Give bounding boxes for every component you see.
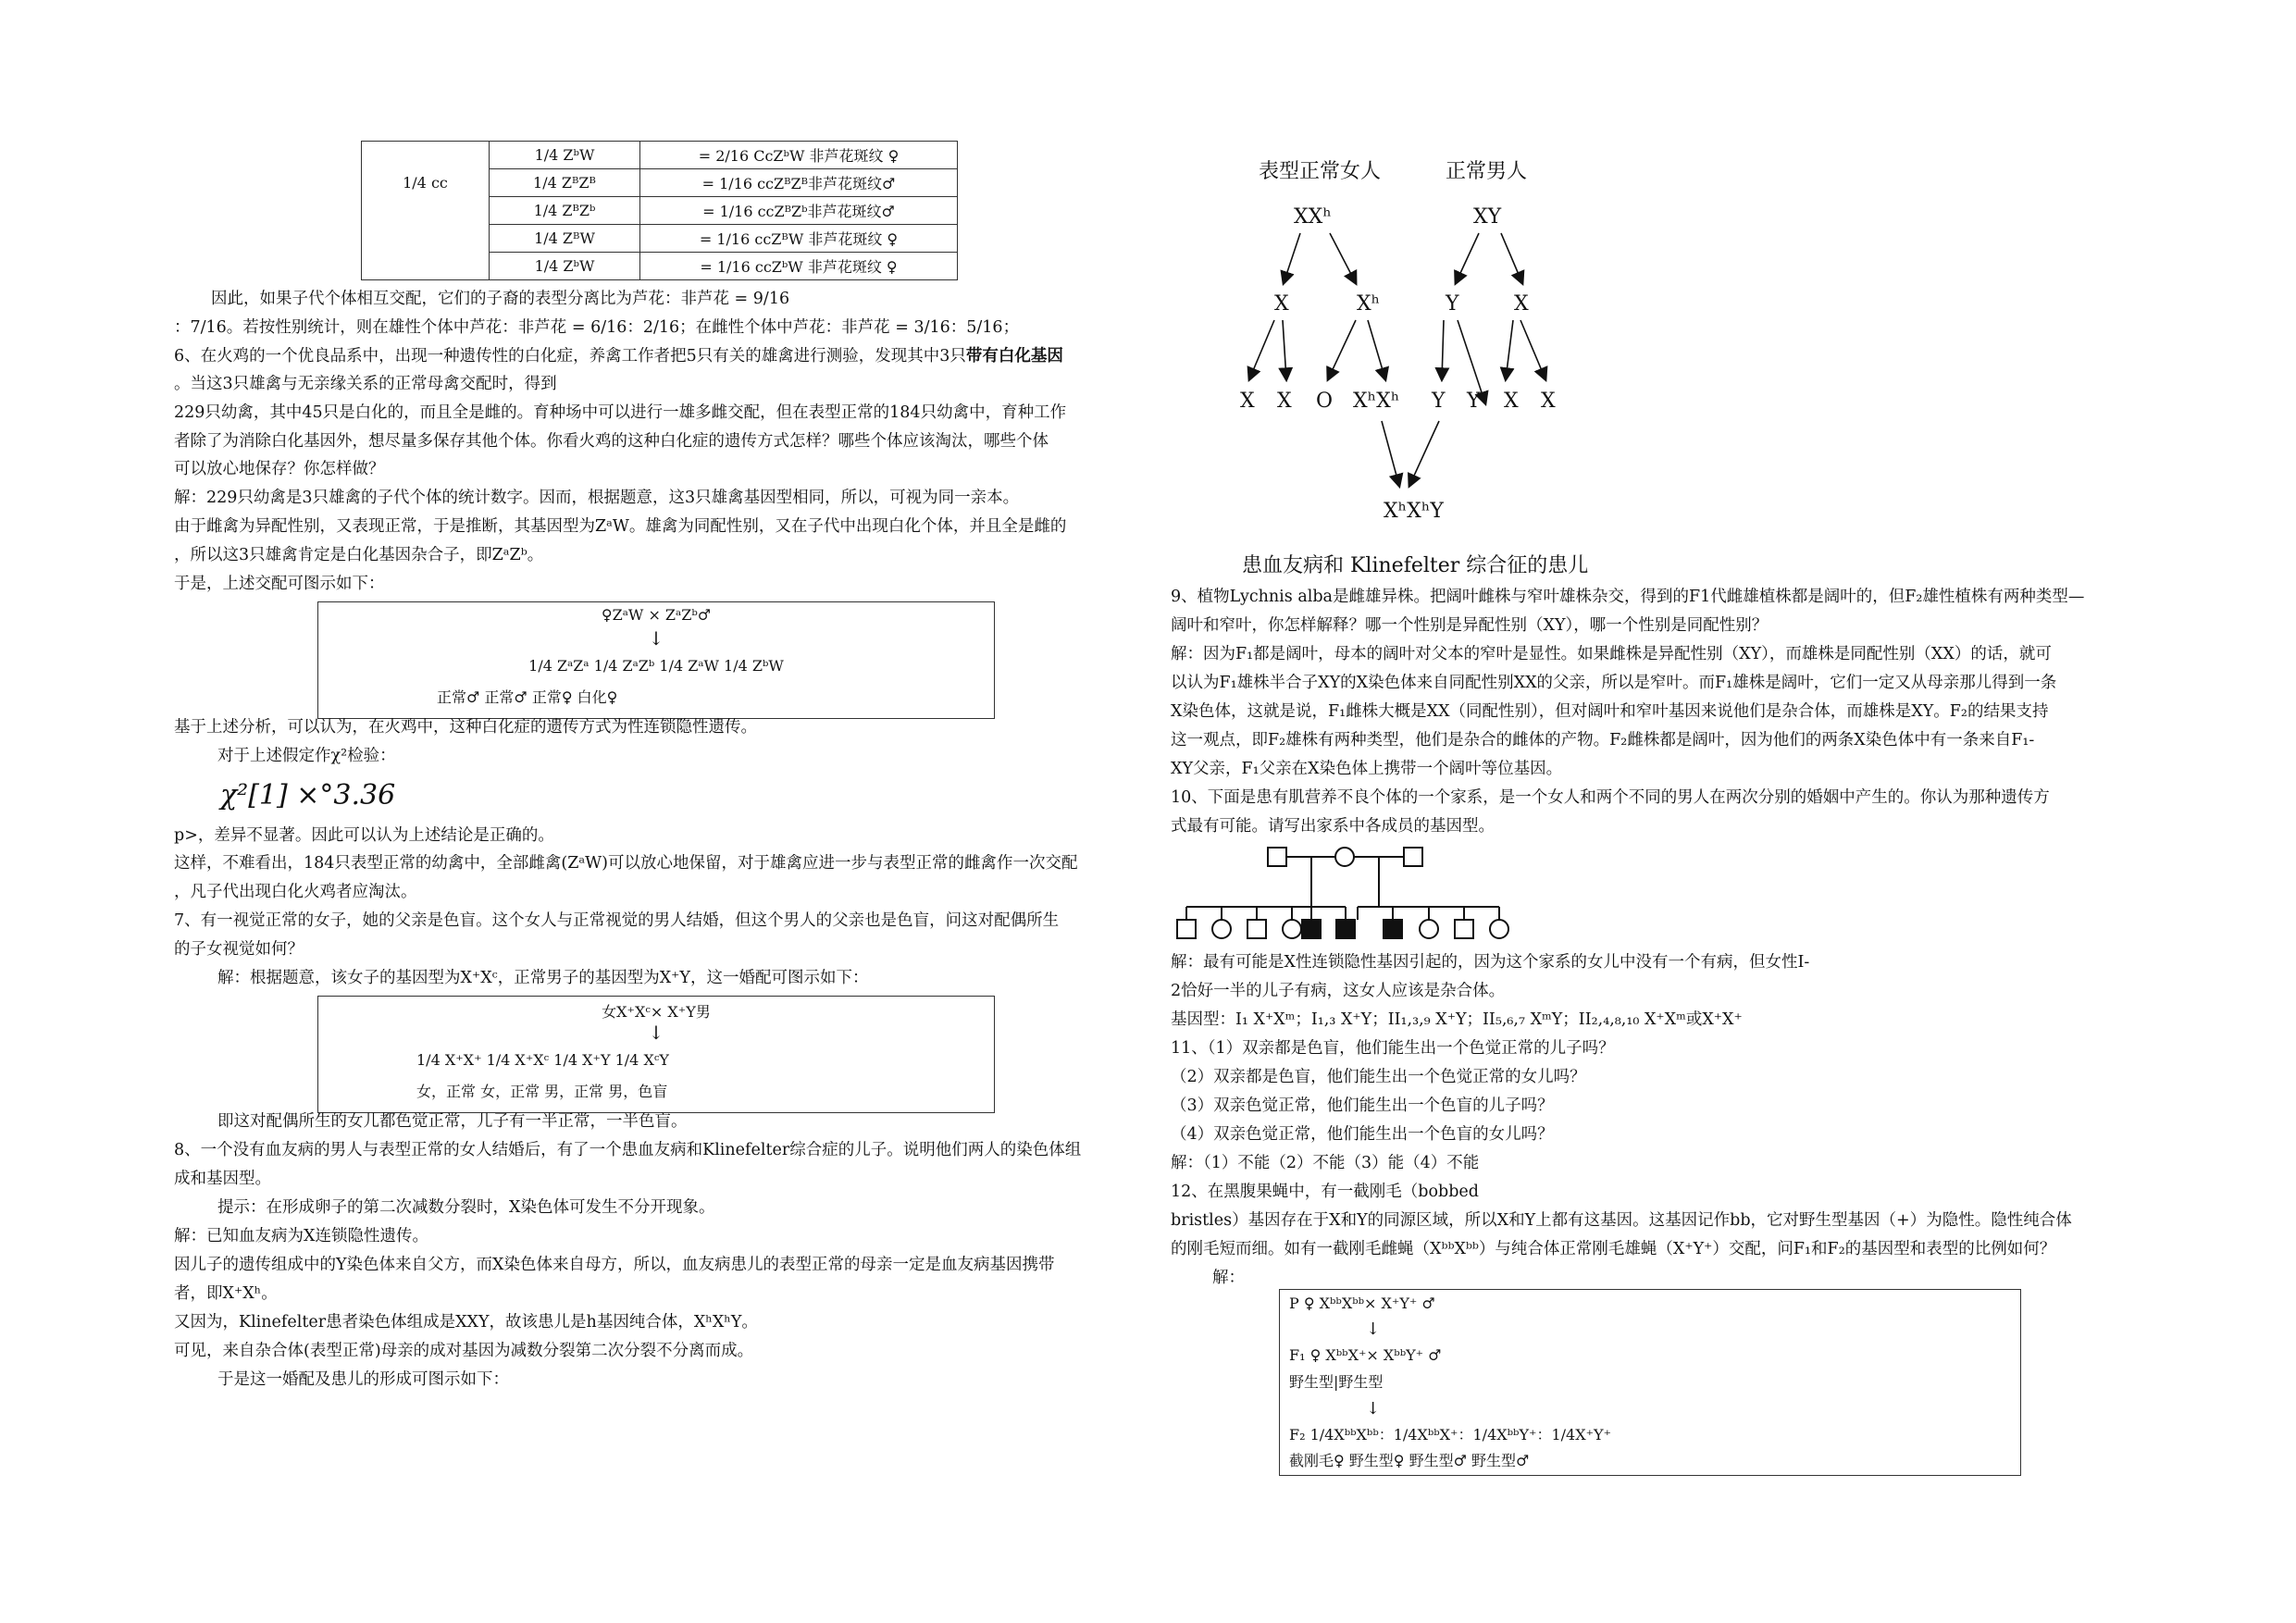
text-line: 阔叶和窄叶，你怎样解释？哪一个性别是异配性别（XY），哪一个性别是同配性别？ [1171, 616, 1769, 635]
text-line: 可以放心地保存？你怎样做？ [174, 460, 385, 478]
text-line: （3）双亲色觉正常，他们能生出一个色盲的儿子吗？ [1171, 1096, 1554, 1115]
text-line: ：7/16。若按性别统计，则在雄性个体中芦花：非芦花 = 6/16：2/16；在雌性个体中芦花：非芦花 = 3/16：5/16； [174, 318, 1020, 337]
text-line: 解：因为F₁都是阔叶，母本的阔叶对父本的窄叶是显性。如果雌株是异配性别（XY），而雄株是同配性别（XX）的话，就可 [1171, 645, 2052, 663]
text-line: 解：229只幼禽是3只雄禽的子代个体的统计数字。因而，根据题意，这3只雄禽基因型相同，所以，可视为同一亲本。 [174, 489, 1020, 507]
text-line: 解：已知血友病为X连锁隐性遗传。 [174, 1227, 428, 1245]
zygote-genotype: XʰXʰY [1384, 500, 1444, 523]
gamete: XʰXʰ [1353, 390, 1400, 413]
text-line: 的刚毛短而细。如有一截刚毛雌蝇（XᵇᵇXᵇᵇ）与纯合体正常刚毛雄蝇（X⁺Y⁺）交配，问F₁和F₂的基因型和表型的比例如何？ [1171, 1240, 2056, 1258]
text-line: 由于雌禽为异配性别，又表现正常，于是推断，其基因型为ZᵃW。雄禽为同配性别，又在子代中出现白化个体，并且全是雌的 [174, 517, 1067, 536]
pedigree-female-normal [1490, 920, 1508, 938]
text-span: 6、在火鸡的一个优良品系中，出现一种遗传性的白化症，养禽工作者把5只有关的雄禽进行测验，发现其中3只 [174, 347, 966, 365]
text-line: 这一观点，即F₂雄株有两种类型，他们是杂合的雌体的产物。F₂雌株都是阔叶，因为他们的两条X染色体中有一条来自F₁- [1171, 731, 2035, 750]
text-line: 因此，如果子代个体相互交配，它们的子裔的表型分离比为芦花：非芦花 = 9/16 [211, 290, 790, 308]
text-line: 可见，来自杂合体(表型正常)母亲的成对基因为减数分裂第二次分裂不分离而成。 [174, 1342, 754, 1360]
pedigree-female-normal [1335, 848, 1354, 866]
text-line: XY父亲，F₁父亲在X染色体上携带一个阔叶等位基因。 [1171, 760, 1563, 778]
table-cell: 1/4 ZᵇW [490, 142, 640, 169]
table-cell: 1/4 ZᴮZᴮ [490, 169, 640, 197]
man-label: 正常男人 [1446, 160, 1528, 183]
gamete: X [1277, 390, 1292, 413]
gamete: Y [1467, 390, 1481, 413]
text-line: 这样，不难看出，184只表型正常的幼禽中，全部雌禽(ZᵃW)可以放心地保留，对于雄禽应进一步与表型正常的雌禽作一次交配 [174, 854, 1078, 873]
cross-line: 女X⁺Xᶜ× X⁺Y男 [602, 1003, 711, 1021]
text-line: 解：最有可能是X性连锁隐性基因引起的，因为这个家系的女儿中没有一个有病，但女性I- [1171, 953, 1810, 972]
progeny-line: 1/4 ZᵃZᵃ 1/4 ZᵃZᵇ 1/4 ZᵃW 1/4 ZᵇW [528, 657, 784, 675]
text-line: 10、下面是患有肌营养不良个体的一个家系，是一个女人和两个不同的男人在两次分别的婚姻中产生的。你认为那种遗传方 [1171, 788, 2050, 807]
gamete: Xʰ [1357, 292, 1381, 316]
chi-square-formula: χ²[1] ×°3.36 [220, 779, 396, 812]
pedigree-male-affected [1384, 920, 1402, 938]
text-line: 2恰好一半的儿子有病，这女人应该是杂合体。 [1171, 982, 1506, 1000]
pedigree-female-normal [1420, 920, 1438, 938]
woman-label: 表型正常女人 [1259, 160, 1382, 183]
pedigree-male-normal [1247, 920, 1266, 938]
text-line: 对于上述假定作χ²检验： [217, 747, 396, 765]
pedigree-male-affected [1336, 920, 1355, 938]
diagram-caption: 患血友病和 Klinefelter 综合征的患儿 [1242, 554, 1589, 577]
text-line: ，凡子代出现白化火鸡者应淘汰。 [174, 883, 417, 901]
text-line: 于是这一婚配及患儿的形成可图示如下： [217, 1370, 509, 1389]
cross-line: F₂ 1/4XᵇᵇXᵇᵇ：1/4XᵇᵇX⁺：1/4XᵇᵇY⁺：1/4X⁺Y⁺ [1289, 1426, 1612, 1443]
table-cell: = 1/16 ccZᴮW 非芦花斑纹 ♀ [640, 225, 958, 253]
text-line: 又因为，Klinefelter患者染色体组成是XXY，故该患儿是h基因纯合体，XʰXʰY。 [174, 1313, 758, 1332]
cross-line: F₁ ♀ XᵇᵇX⁺× XᵇᵇY⁺ ♂ [1289, 1346, 1442, 1364]
pedigree-female-normal [1283, 920, 1301, 938]
gamete: X [1274, 292, 1289, 316]
table-cell: 1/4 ZᴮZᵇ [490, 197, 640, 225]
gamete: O [1316, 390, 1334, 413]
gamete: Y [1446, 292, 1459, 316]
phenotype-line: 截刚毛♀ 野生型♀ 野生型♂ 野生型♂ [1289, 1452, 1530, 1469]
pedigree-male-normal [1268, 848, 1286, 866]
father-genotype: XY [1473, 205, 1502, 229]
gamete: Y [1432, 390, 1446, 413]
phenotype-line: 野生型|野生型 [1289, 1373, 1384, 1391]
text-line: 229只幼禽，其中45只是白化的，而且全是雌的。育种场中可以进行一雄多雌交配，但在表型正常的184只幼禽中，育种工作 [174, 403, 1067, 422]
text-line: 解：根据题意，该女子的基因型为X⁺Xᶜ，正常男子的基因型为X⁺Y，这一婚配可图示如下： [217, 969, 869, 987]
table-cell: = 1/16 ccZᴮZᴮ非芦花斑纹♂ [640, 169, 958, 197]
gamete: X [1240, 390, 1255, 413]
pedigree-male-normal [1177, 920, 1196, 938]
text-line: 8、一个没有血友病的男人与表型正常的女人结婚后，有了一个患血友病和Klinefelter综合症的儿子。说明他们两人的染色体组 [174, 1141, 1082, 1159]
table-cell: = 2/16 CcZᵇW 非芦花斑纹 ♀ [640, 142, 958, 169]
text-line: 解：（1）不能（2）不能（3）能（4）不能 [1171, 1154, 1480, 1172]
table-cell: 1/4 cc [362, 169, 490, 197]
text-line: X染色体，这就是说，F₁雌株大概是XX（同配性别），但对阔叶和窄叶基因来说他们是杂合体，而雄株是XY。F₂的结果支持 [1171, 702, 2049, 721]
table-cell: 1/4 ZᴮW [490, 225, 640, 253]
text-line: （2）双亲都是色盲，他们能生出一个色觉正常的女儿吗？ [1171, 1068, 1586, 1086]
text-line: 者，即X⁺Xʰ。 [174, 1284, 278, 1303]
table-cell: = 1/16 ccZᴮZᵇ非芦花斑纹♂ [640, 197, 958, 225]
text-line: 11、（1）双亲都是色盲，他们能生出一个色觉正常的儿子吗？ [1171, 1039, 1615, 1058]
text-line: bristles）基因存在于X和Y的同源区域，所以X和Y上都有这基因。这基因记作bb，它对野生型基因（+）为隐性。隐性纯合体 [1171, 1211, 2072, 1230]
text-line: 基因型：I₁ X⁺Xᵐ；I₁,₃ X⁺Y；II₁,₃,₉ X⁺Y；II₅,₆,₇ XᵐY；II₂,₄,₈,₁₀ X⁺Xᵐ或X⁺X⁺ [1171, 1010, 1743, 1029]
text-line: 基于上述分析，可以认为，在火鸡中，这种白化症的遗传方式为性连锁隐性遗传。 [174, 718, 757, 737]
phenotype-line: 女，正常 女，正常 男，正常 男，色盲 [416, 1083, 668, 1100]
gamete: X [1514, 292, 1529, 316]
text-line: 以认为F₁雄株半合子XY的X染色体来自同配性别XX的父亲，所以是窄叶。而F₁雄株是阔叶，它们一定又从母亲那儿得到一条 [1171, 674, 2057, 692]
text-line: 。当这3只雄禽与无亲缘关系的正常母禽交配时，得到 [174, 375, 557, 393]
text-line: 式最有可能。请写出家系中各成员的基因型。 [1171, 817, 1495, 836]
text-line: 解： [1212, 1269, 1245, 1287]
table-cell: 1/4 ZᵇW [490, 253, 640, 280]
arrow: ↓ [648, 627, 664, 650]
text-line: （4）双亲色觉正常，他们能生出一个色盲的女儿吗？ [1171, 1125, 1554, 1144]
text-line: 9、植物Lychnis alba是雌雄异株。把阔叶雌株与窄叶雄株杂交，得到的F1代雌雄植株都是阔叶的，但F₂雄性植株有两种类型— [1171, 588, 2085, 606]
arrow: ↓ [648, 1022, 664, 1044]
text-line: 成和基因型。 [174, 1170, 271, 1188]
mother-genotype: XXʰ [1294, 205, 1332, 229]
pedigree-male-affected [1302, 920, 1321, 938]
progeny-line: 1/4 X⁺X⁺ 1/4 X⁺Xᶜ 1/4 X⁺Y 1/4 XᶜY [416, 1051, 669, 1069]
text-line: 者除了为消除白化基因外，想尽量多保存其他个体。你看火鸡的这种白化症的遗传方式怎样？哪些个体应该淘汰，哪些个体 [174, 432, 1049, 451]
pedigree-male-normal [1455, 920, 1473, 938]
text-line: 即这对配偶所生的女儿都色觉正常，儿子有一半正常，一半色盲。 [217, 1112, 688, 1131]
text-line: 于是，上述交配可图示如下： [174, 575, 385, 593]
drosophila-cross-box [1279, 1289, 2021, 1476]
text-line: 的子女视觉如何？ [174, 940, 304, 959]
cross-line: ♀ZᵃW × ZᵃZᵇ♂ [601, 606, 712, 624]
arrow: ↓ [1366, 1319, 1381, 1339]
gamete: X [1541, 390, 1556, 413]
text-line: 因儿子的遗传组成中的Y染色体来自父方，而X染色体来自母方，所以，血友病患儿的表型正常的母亲一定是血友病基因携带 [174, 1256, 1055, 1274]
text-span-bold: 带有白化基因 [965, 347, 1063, 365]
text-line: ，所以这3只雄禽肯定是白化基因杂合子，即ZᵃZᵇ。 [174, 546, 544, 564]
phenotype-line: 正常♂ 正常♂ 正常♀ 白化♀ [437, 688, 618, 706]
text-line: 提示：在形成卵子的第二次减数分裂时，X染色体可发生不分开现象。 [217, 1198, 715, 1217]
text-line: p>，差异不显著。因此可以认为上述结论是正确的。 [174, 826, 554, 845]
pedigree-male-normal [1404, 848, 1422, 866]
pedigree-female-normal [1212, 920, 1231, 938]
pedigree-chart [1166, 837, 1555, 948]
text-line: 7、有一视觉正常的女子，她的父亲是色盲。这个女人与正常视觉的男人结婚，但这个男人的父亲也是色盲，问这对配偶所生 [174, 911, 1060, 930]
cross-line: P ♀ XᵇᵇXᵇᵇ× X⁺Y⁺ ♂ [1289, 1295, 1435, 1312]
table-cell: = 1/16 ccZᵇW 非芦花斑纹 ♀ [640, 253, 958, 280]
arrow: ↓ [1366, 1399, 1381, 1419]
text-line: 12、在黑腹果蝇中，有一截刚毛（bobbed [1171, 1183, 1479, 1201]
gamete: X [1504, 390, 1519, 413]
